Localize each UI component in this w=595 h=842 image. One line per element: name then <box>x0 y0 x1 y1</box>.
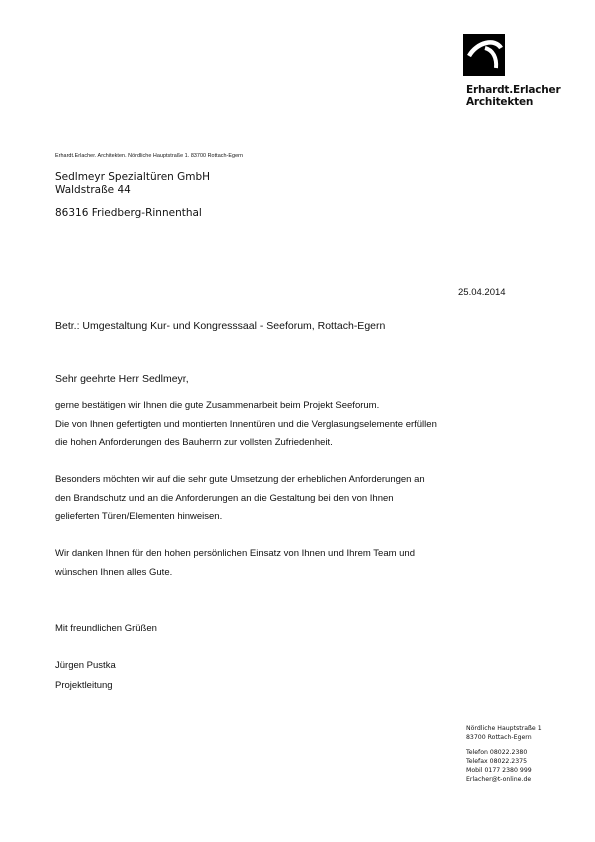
paragraph-1 <box>55 397 437 453</box>
paragraph-line: Besonders möchten wir auf die sehr gute Umsetzung der erheblichen Anforderungen an <box>55 474 425 485</box>
paragraph-line: Wir danken Ihnen für den hohen persönlichen Einsatz von Ihnen und Ihrem Team und <box>55 548 416 559</box>
paragraph-2 <box>55 471 425 527</box>
footer-fax: Telefax 08022.2375 <box>466 758 528 765</box>
paragraph-line: Die von Ihnen gefertigten und montierten Innentüren und die Verglasungselemente erfüllen <box>55 418 437 430</box>
paragraph-line: gerne bestätigen wir Ihnen die gute Zusammenarbeit beim Projekt Seeforum. <box>55 400 380 411</box>
letter-date: 25.04.2014 <box>458 287 506 298</box>
paragraph-line: den Brandschutz und an die Anforderungen an die Gestaltung bei den von Ihnen <box>55 492 394 504</box>
recipient-address <box>55 171 210 220</box>
footer-phone: Telefon 08022.2380 <box>466 749 528 756</box>
paragraph-3 <box>55 545 415 582</box>
logo-line-2: Architekten <box>466 96 534 108</box>
sender-return-address: Erhardt.Erlacher. Architekten. Nördliche Hauptstraße 1. 83700 Rottach-Egern <box>55 153 244 159</box>
footer-address <box>466 724 542 742</box>
paragraph-line: die hohen Anforderungen des Bauherrn zur vollsten Zufriedenheit. <box>55 437 333 448</box>
footer-address-line: 83700 Rottach-Egern <box>466 734 532 741</box>
footer-email: Erlacher@t-online.de <box>466 776 532 783</box>
signature-block <box>55 656 116 695</box>
closing-phrase: Mit freundlichen Grüßen <box>55 623 157 634</box>
recipient-city: 86316 Friedberg-Rinnenthal <box>55 207 202 219</box>
footer-address-line: Nördliche Hauptstraße 1 <box>466 725 542 732</box>
logo-line-1: Erhardt.Erlacher <box>466 84 561 96</box>
footer-contact <box>466 748 532 784</box>
signer-role: Projektleitung <box>55 679 113 691</box>
logo-wordmark <box>466 84 560 108</box>
recipient-company: Sedlmeyr Spezialtüren GmbH <box>55 171 211 183</box>
salutation: Sehr geehrte Herr Sedlmeyr, <box>55 373 189 385</box>
recipient-street: Waldstraße 44 <box>55 184 131 196</box>
paragraph-line: gelieferten Türen/Elementen hinweisen. <box>55 511 223 522</box>
paragraph-line: wünschen Ihnen alles Gute. <box>55 566 173 578</box>
subject-line: Betr.: Umgestaltung Kur- und Kongresssaal - Seeforum, Rottach-Egern <box>55 320 386 332</box>
signer-name: Jürgen Pustka <box>55 660 116 671</box>
logo-mark <box>463 34 505 76</box>
footer-mobile: Mobil 0177 2380 999 <box>466 767 532 774</box>
